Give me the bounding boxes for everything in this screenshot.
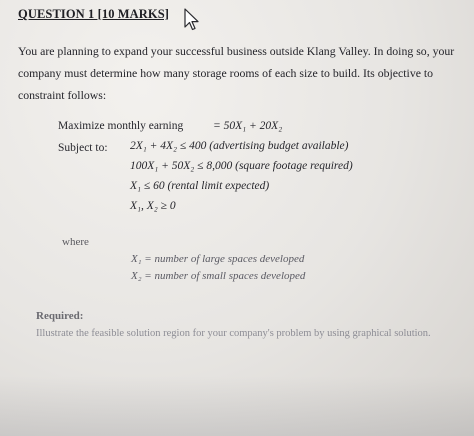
objective-expression: = 50X₁ + 20X₂: [213, 120, 283, 132]
variable-definition-x1: X₁ = number of large spaces developed: [131, 253, 305, 265]
constraint-square-footage: 100X₁ + 50X₂ ≤ 8,000 (square footage required): [130, 160, 353, 172]
where-label: where: [62, 236, 89, 248]
objective-label: Maximize monthly earning: [58, 120, 184, 132]
problem-intro: You are planning to expand your successful business outside Klang Valley. In doing so, your company must determine how many storage rooms of each size to build. Its objective to constraint follows:: [18, 44, 455, 102]
question-title: QUESTION 1 [10 MARKS]: [18, 7, 170, 21]
constraint-advertising: 2X₁ + 4X₂ ≤ 400 (advertising budget available): [130, 140, 349, 152]
page-shadow: [0, 376, 474, 436]
subject-to-label: Subject to:: [58, 142, 108, 154]
required-instructions: Illustrate the feasible solution region for your company's problem by using graphical solution.: [36, 328, 431, 339]
mouse-pointer-icon: [183, 8, 201, 32]
required-heading: Required:: [36, 310, 84, 322]
variable-definition-x2: X₂ = number of small spaces developed: [131, 270, 306, 282]
constraint-nonnegativity: X₁, X₂ ≥ 0: [130, 200, 176, 212]
constraint-rental-limit: X₁ ≤ 60 (rental limit expected): [130, 180, 270, 192]
